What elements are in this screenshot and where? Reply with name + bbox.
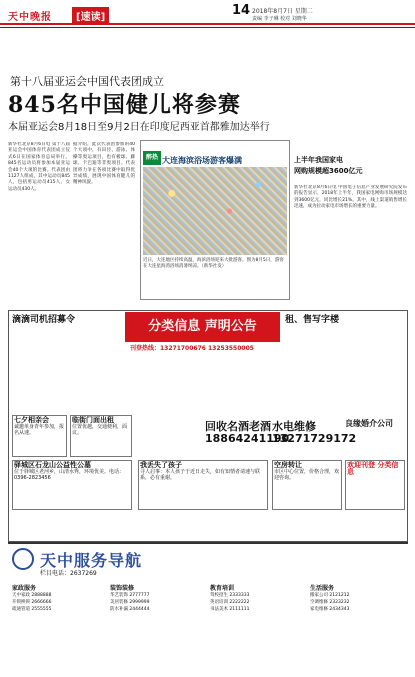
page-number: 14 [232,3,251,18]
nav-entry: 家电维修 2434343 [310,607,350,612]
nav-entry: 搬家公司 2121212 [310,593,350,598]
masthead-rule [0,23,415,25]
ad-storefront-text: 位置优越，交通便利，面议。 [72,423,128,436]
issue-date: 2018年8月7日 星期二 [252,8,313,15]
news2-body: 新华社北京8月6日电 中国电子信息产业发展研究院发布的报告显示，2018年上半年，我国家电网购市场规模达到3600亿元，同比增长21%。其中，线上渠道销售增长迅速，成为拉动家电市场增长的重要力量。 [294,185,407,210]
nav-entry: 华艺装饰 2777777 [110,593,150,598]
nav-entry: 防水补漏 2444444 [110,607,150,612]
classified-banner: 分类信息 声明公告 [125,312,280,342]
ad-transfer-head: 空房转让 [274,461,302,469]
story-column-2: 据介绍，此次代表团参加的40个大项中，有田径、游泳、体操等奥运项目，也有板球、藤球、卡巴迪等非奥项目。代表团将力争在各项比赛中取得优异成绩，展现中国体育健儿的精神风貌。 [73,142,135,186]
ad-cemetery [12,460,132,510]
nav-entry: 疏通管道 2555555 [12,607,52,612]
ad-cemetery-text: 位于驿城区老河乡，山清水秀，环境优美。电话：0396-2823456 [14,468,125,481]
ad-hotline: 刊登热线：13271700676 13253550005 [130,345,254,352]
ad-storefront-head: 临街门面出租 [72,416,114,424]
nav-col-head: 家政服务 [12,585,37,592]
nav-col-housekeeping [12,585,102,613]
ad-matchmaking-text: 诚邀单身青年参加，报名从速。 [14,423,65,436]
service-nav-phone: 栏目电话：2637269 [40,570,97,577]
newspaper-logo: 天中晚报 [8,12,52,23]
masthead [0,0,415,60]
editor-credits: 责编 李子琳 校对 刘晓华 [252,16,307,22]
service-nav-title: 天中服务导航 [40,551,143,570]
ad-matchmaking [12,415,67,457]
ad-cemetery-head: 驿城区石龙山公益性公墓 [14,461,91,469]
nav-col-decoration [110,585,200,613]
story-headline: 845名中国健儿将参赛 [8,92,241,118]
photo-title: 大连海滨浴场游客爆满 [162,156,242,165]
ad-lost-child-text: 寻人启事：本人孩子于近日走失，如有知情者请速与联系，必有重谢。 [140,468,261,481]
phone-icon [12,548,34,570]
ad-transfer [272,460,342,510]
story-kicker: 第十八届亚运会中国代表团成立 [10,75,164,88]
driver-recruit-title: 滴滴司机招募令 [12,315,76,325]
ad-liquor-phone: 18864241190 [205,432,290,445]
nav-entry: 美居装修 2999999 [110,600,150,605]
nav-entry: 开锁换锁 2666666 [12,600,52,605]
section-badge: [速读] [72,7,109,24]
nav-entry: 空调维修 2323232 [310,600,350,605]
nav-entry: 驾校招生 2333333 [210,593,250,598]
photo-caption: 近日，大连地区持续高温，海滨浴场迎来大批游客。图为8月5日，游客在大连星海湾浴场消暑纳凉。（新华社发） [143,258,284,270]
nav-col-education [210,585,300,613]
ad-welcome-head: 欢迎刊登 分类信息 [347,461,399,476]
ad-lost-child-head: 我丢失了孩子 [140,461,182,469]
ad-lost-child [138,460,268,510]
ad-welcome [345,460,405,510]
ad-storefront [70,415,132,457]
news2-title: 上半年我国家电 [294,156,343,164]
ad-liquor-label: 回收名酒老酒 [205,420,271,433]
nav-col-head: 生活服务 [310,585,335,592]
story-column-1: 新华社北京8月6日电 第十八届亚运会中国体育代表团成立仪式6日在国家体育总局举行。845名运动员将参加本届亚运会40个大项的比赛。代表团由1127人组成，其中运动员845人，包括男运动员415人、女运动员430人。 [8,142,70,192]
news2-subtitle: 网购规模超3600亿元 [294,167,363,175]
ad-repair-label: 水电维修 [272,420,316,433]
story-subhead: 本届亚运会8月18日至9月2日在印度尼西亚首都雅加达举行 [8,122,270,133]
ad-marriage-agency: 良缘婚介公司 [345,419,393,428]
nav-col-life [310,585,405,613]
nav-col-head: 教育培训 [210,585,235,592]
ad-transfer-text: 市区中心位置，价格合理，欢迎咨询。 [274,468,340,481]
photo-tag: 醉热 [143,151,161,165]
nav-col-head: 装饰装修 [110,585,135,592]
ad-matchmaking-head: 七夕相亲会 [14,416,49,424]
office-rent-title: 租、售写字楼 [285,315,340,325]
masthead-rule-thin [0,27,415,28]
nav-entry: 书法美术 2111111 [210,607,250,612]
beach-photo [143,167,287,255]
nav-entry: 天中家政 2888888 [12,593,52,598]
ad-repair-phone: 13271729172 [272,432,357,445]
nav-entry: 英语培训 2222222 [210,600,250,605]
